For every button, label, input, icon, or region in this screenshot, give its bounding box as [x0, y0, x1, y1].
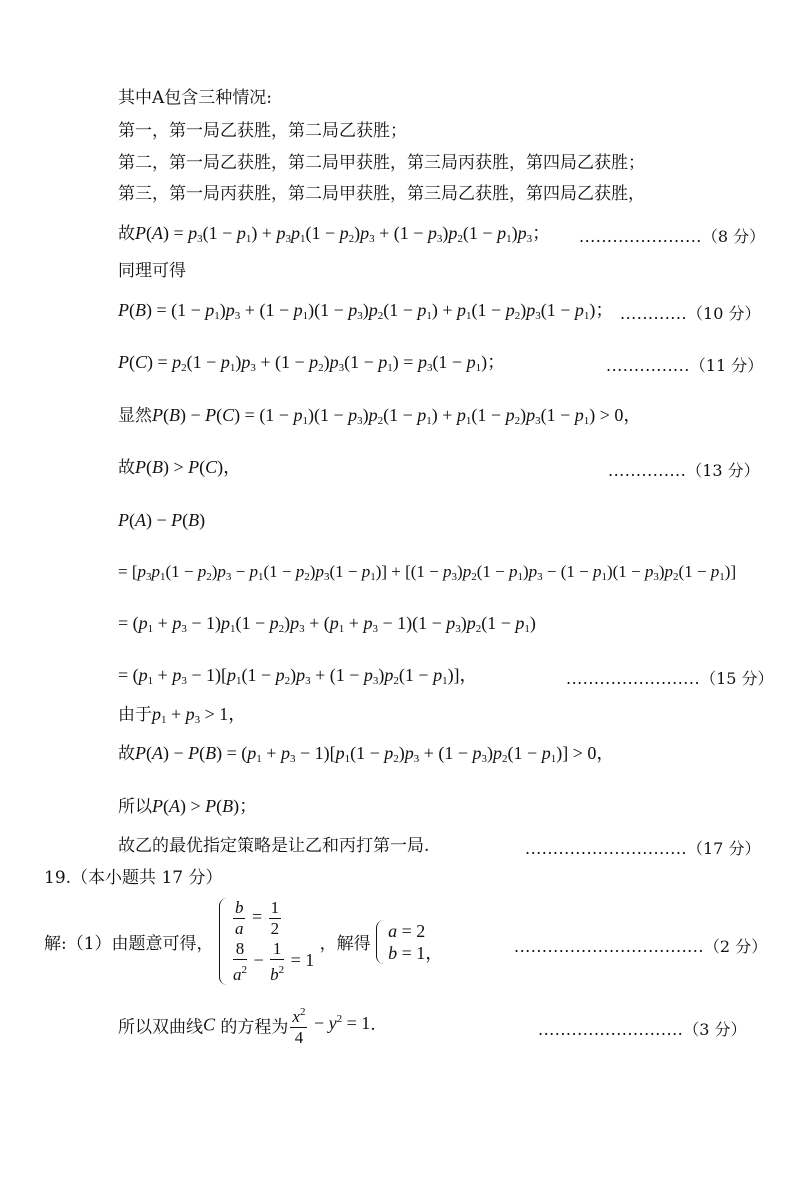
left-brace-2	[376, 920, 387, 964]
formula-pc: $P(C) = p_2(1 - p_1)p_3 + (1 - p_2)p_3(1 - p_1) = p_3(1 - p_1)$；	[118, 352, 506, 374]
prefix-xianran: 显然	[118, 406, 152, 426]
mid-text: 的方程为	[215, 1017, 289, 1038]
line-a-cases: 其中A包含三种情况:	[118, 88, 273, 108]
score-8: ......................（8 分）	[579, 227, 766, 246]
line-case-1: 第一，第一局乙获胜，第二局乙获胜；	[118, 121, 407, 141]
line-pa-formula	[118, 222, 550, 250]
formula-pa-gt-pb: P(A) > P(B)；	[152, 796, 258, 816]
line-case-3: 第三，第一局丙获胜，第二局甲获胜，第三局乙获胜，第四局乙获胜，	[118, 184, 645, 204]
prefix-suoyi-2: 所以双曲线	[118, 1017, 203, 1038]
score-2: ..................................（2 分）	[514, 937, 768, 956]
line-pc-formula	[118, 351, 505, 379]
line-pa-pb-positive	[118, 742, 614, 770]
line-case-2: 第二，第一局乙获胜，第二局甲获胜，第三局丙获胜，第四局乙获胜；	[118, 153, 645, 173]
formula-pa-pb-positive: $P(A) - P(B) = (p_1 + p_3 - 1)[p_1(1 - p_2)p_3 + (1 - p_3)p_2(1 - p_1)] > 0$，	[135, 743, 615, 765]
system-solution	[376, 920, 443, 964]
prefix-gu-2: 故	[118, 458, 135, 478]
eq-b-over-a: $\frac{b}{a}$ = $\frac{1}{2}$	[234, 898, 280, 938]
end-period: .	[370, 1015, 376, 1035]
score-17: .............................（17 分）	[525, 839, 761, 858]
prefix-gu-3: 故	[118, 744, 135, 764]
formula-since: $p_1 + p_3 > 1$，	[152, 704, 247, 726]
formula-expand-1: = $[p_3p_1(1 - p_2)p_3 - p_1(1 - p_2)p_3(1 - p_1)] + [(1 - p_3)p_2(1 - p_1)p_3 - (1 - p_1)(1 - p_3)p_2(1 - p_1)]$	[118, 562, 737, 583]
line-conclusion: 故乙的最优指定策略是让乙和丙打第一局.	[118, 836, 430, 856]
left-brace	[219, 898, 230, 985]
formula-pa: $P(A) = p_3(1 - p_1) + p_3p_1(1 - p_2)p_3 + (1 - p_3)p_2(1 - p_1)p_3$；	[135, 223, 551, 245]
prefix-youyu: 由于	[118, 705, 152, 725]
prefix-solve: 解:（1）由题意可得，	[44, 934, 214, 954]
formula-expand-3: = $(p_1 + p_3 - 1)[p_1(1 - p_2)p_3 + (1 - p_3)p_2(1 - p_1)]$，	[118, 665, 478, 687]
formula-pb-pc: $P(B) - P(C) = (1 - p_1)(1 - p_3)p_2(1 - p_1) + p_1(1 - p_2)p_3(1 - p_1) > 0$，	[152, 405, 642, 427]
formula-hyperbola: $\frac{x^2}{4}$ − $y^2 = 1$	[288, 1013, 370, 1033]
eq-hyperbola-point: $\frac{8}{a^2}$ − $\frac{1}{b^2}$ = 1	[232, 939, 315, 984]
line-q19-conclusion	[118, 1002, 376, 1048]
line-expand-1	[118, 561, 736, 588]
prefix-suoyi: 所以	[118, 797, 152, 817]
line-pa-minus-pb	[118, 509, 205, 532]
line-pb-minus-pc	[118, 404, 641, 432]
score-13: ..............（13 分）	[608, 461, 760, 480]
q19-heading: 19.（本小题共 17 分）	[44, 868, 223, 888]
line-q19-solve	[44, 898, 443, 985]
sol-b: b = 1，	[388, 942, 444, 963]
line-since	[118, 703, 246, 731]
score-11: ...............（11 分）	[606, 356, 764, 375]
sol-a: a = 2	[388, 920, 426, 941]
prefix-gu: 故	[118, 224, 135, 244]
line-pb-gt-pc	[118, 456, 241, 479]
formula-pa-pb: P(A) − P(B)	[118, 510, 206, 530]
line-expand-2	[118, 612, 536, 640]
formula-pb-gt-pc: P(B) > P(C)，	[135, 457, 242, 477]
prefix-jiede: ，解得	[319, 934, 371, 954]
line-pb-formula	[118, 299, 613, 327]
score-15: ........................（15 分）	[566, 669, 774, 688]
formula-expand-2: = $(p_1 + p_3 - 1)p_1(1 - p_2)p_3 + (p_1 + p_3 - 1)(1 - p_3)p_2(1 - p_1)$	[118, 613, 536, 635]
system-equations	[219, 898, 314, 985]
line-similarly: 同理可得	[118, 261, 186, 281]
score-10: ............（10 分）	[620, 304, 761, 323]
line-expand-3	[118, 664, 478, 692]
formula-pb: $P(B) = (1 - p_1)p_3 + (1 - p_1)(1 - p_3)p_2(1 - p_1) + p_1(1 - p_2)p_3(1 - p_1)$；	[118, 300, 614, 322]
line-pa-gt-pb	[118, 795, 257, 818]
score-3: ..........................（3 分）	[538, 1020, 747, 1039]
var-c: C	[203, 1014, 216, 1035]
